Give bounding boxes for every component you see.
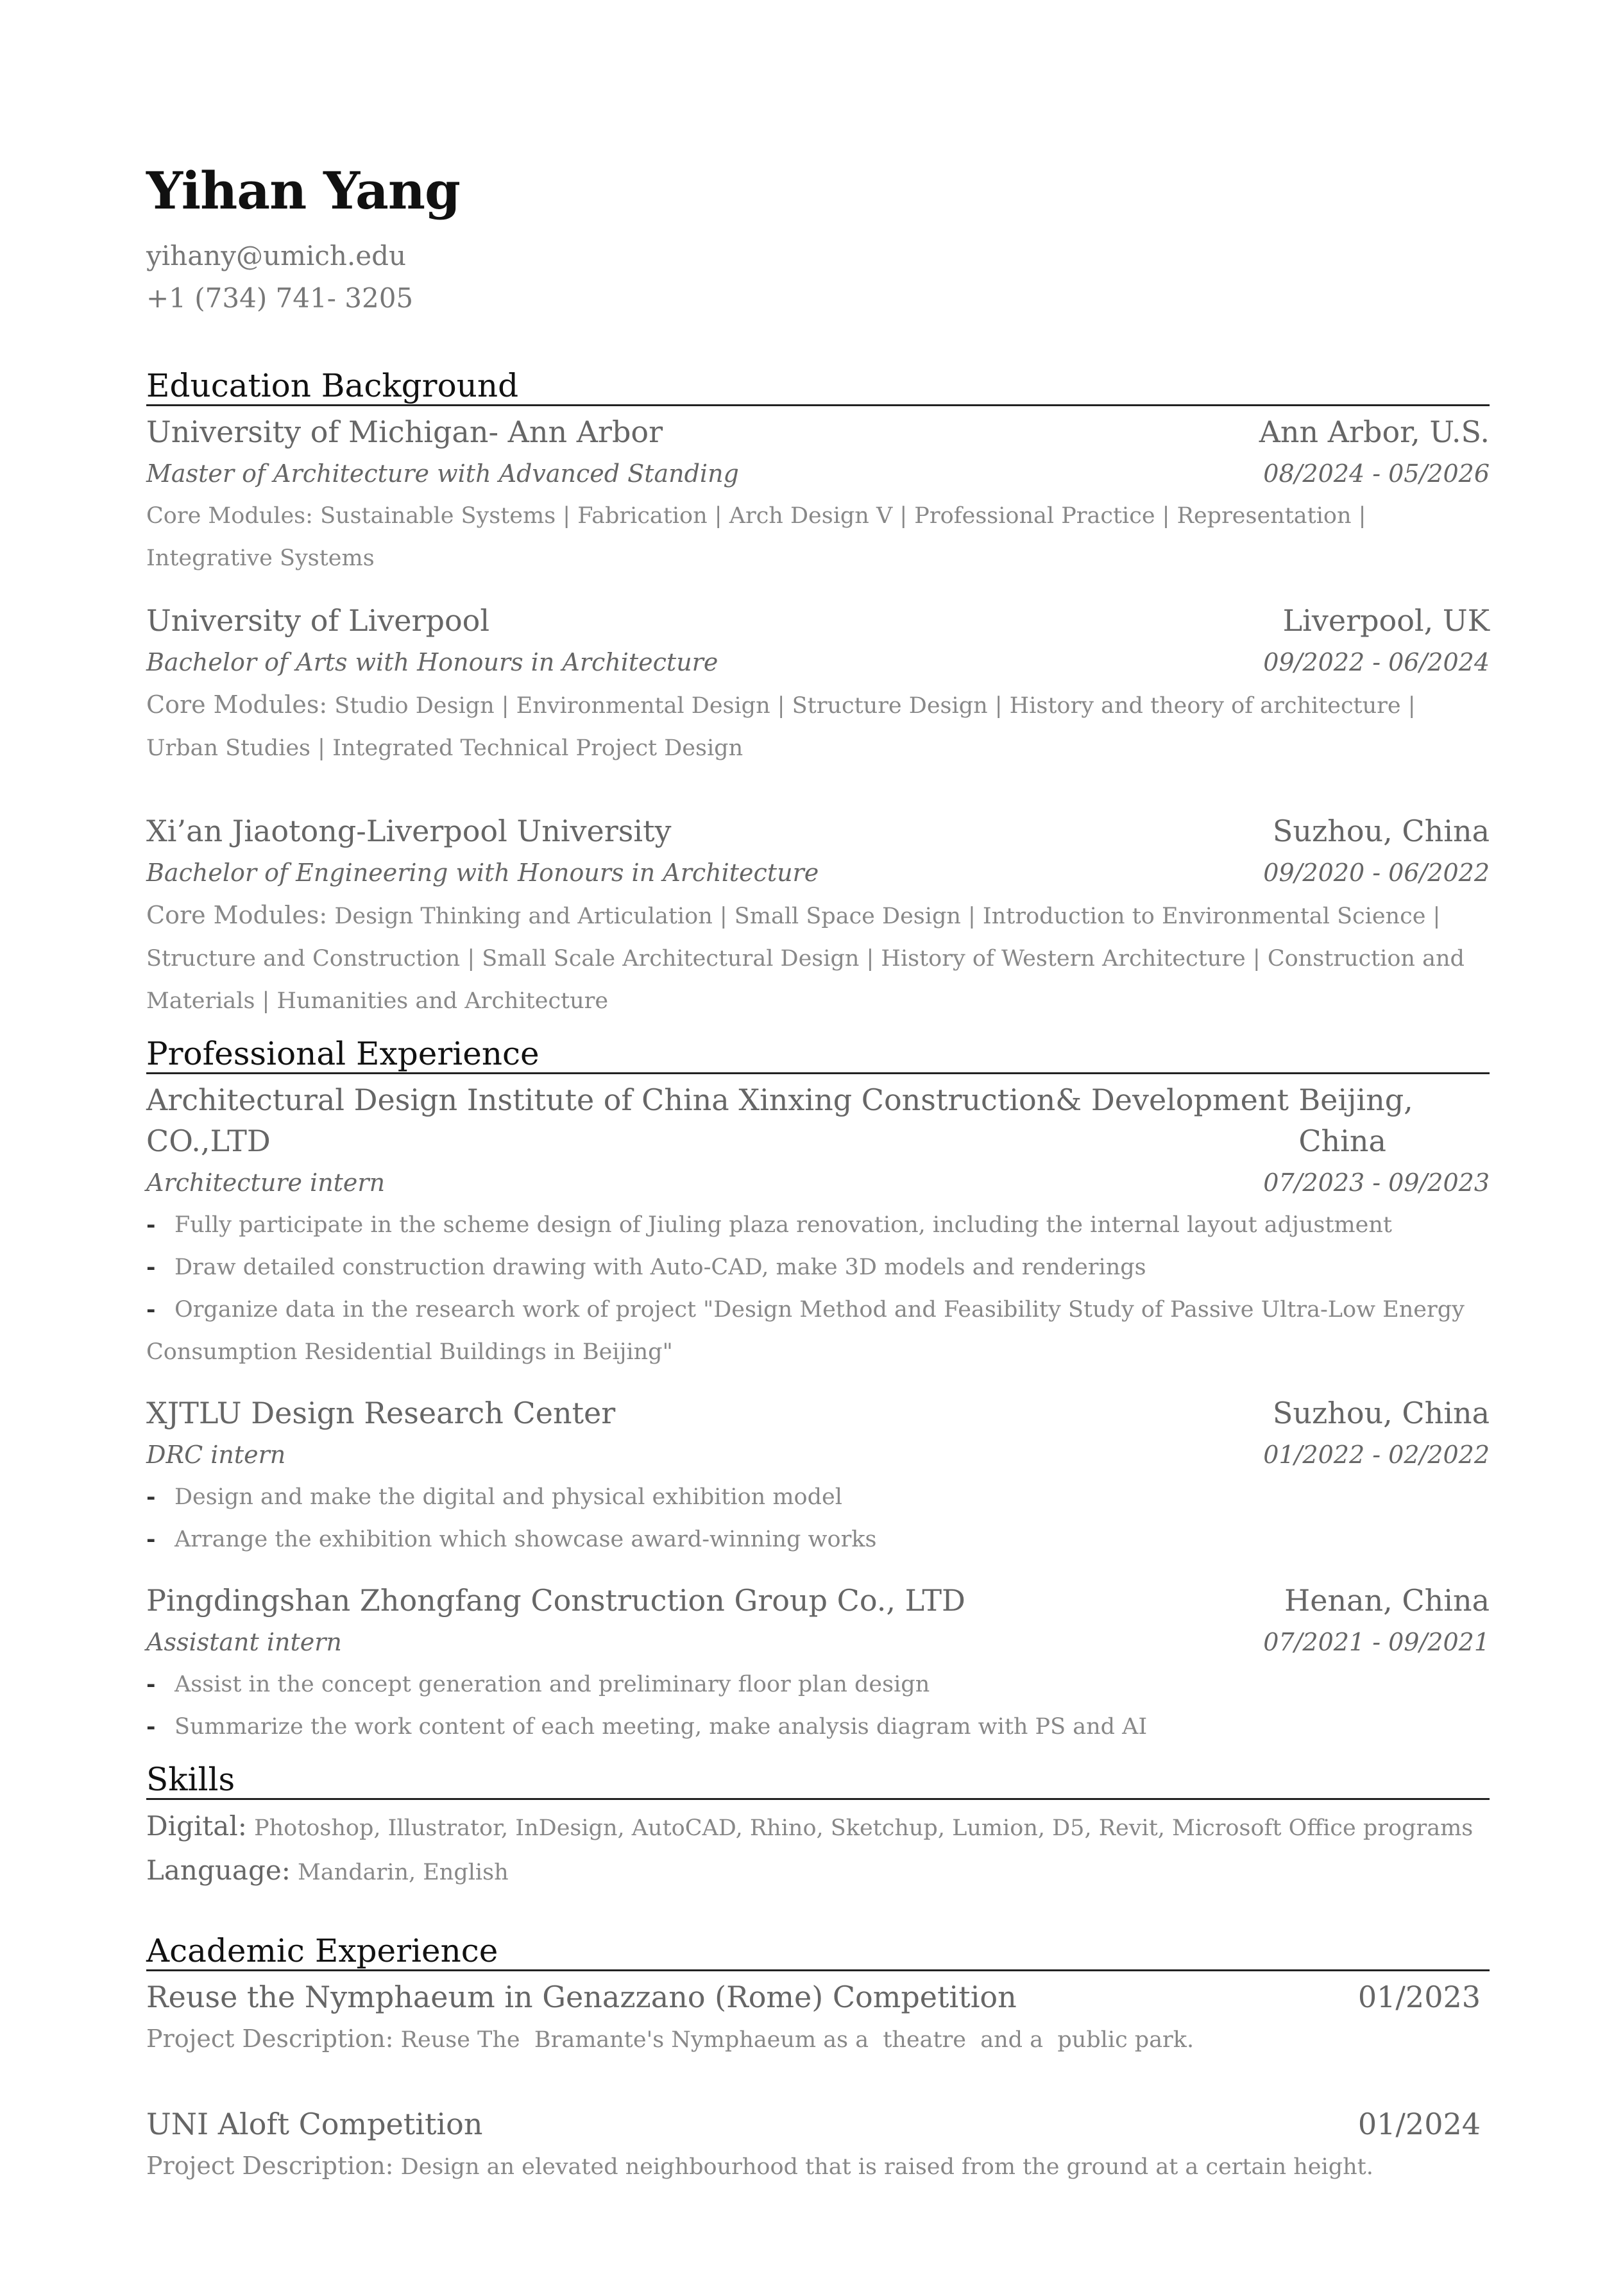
employer-location: Beijing, China [1298,1083,1413,1158]
academic-entry [146,2103,1490,2188]
skill-label: Language: [146,1855,291,1886]
bullet-item [146,1663,1490,1706]
experience-entry [146,1392,1490,1561]
school-location: Suzhou, China [1272,814,1490,848]
experience-entry [146,1580,1490,1748]
degree-title: Master of Architecture with Advanced Standing [146,459,739,488]
bullet-text: Arrange the exhibition which showcase award-winning works [174,1527,877,1552]
description-label: Project Description: [146,2152,394,2180]
bullet-text: Draw detailed construction drawing with Auto-CAD, make 3D models and renderings [174,1255,1146,1280]
employer-name: Pingdingshan Zhongfang Construction Group Co., LTD [146,1583,965,1618]
employer-name: XJTLU Design Research Center [146,1396,616,1430]
description-text: Reuse The Bramante's Nymphaeum as a theatre and a public park. [400,2027,1194,2053]
bullet-dash: - [146,1296,156,1323]
education-entry [146,600,1490,769]
modules-label: Core Modules: [146,901,328,929]
core-modules [146,683,1490,769]
project-description [146,2145,1490,2188]
degree-title: Bachelor of Engineering with Honours in Architecture [146,859,819,887]
job-role: Architecture intern [146,1169,386,1197]
date-range: 09/2022 - 06/2024 [1263,648,1490,676]
bullet-list [146,1476,1490,1561]
education-entry [146,411,1490,579]
project-name: Reuse the Nymphaeum in Genazzano (Rome) Competition [146,1980,1017,2014]
bullet-dash: - [146,1713,156,1740]
digital-skills [146,1805,1490,1849]
email-text: yihany@umich.edu [146,240,407,271]
resume-page [146,160,1490,2188]
bullet-dash: - [146,1671,156,1697]
degree-title: Bachelor of Arts with Honours in Architecture [146,648,718,676]
education-section [146,367,1490,1022]
section-title: Education Background [146,367,1490,406]
resume-header [146,160,1490,320]
bullet-text: Summarize the work content of each meeting, make analysis diagram with PS and AI [174,1714,1148,1740]
academic-section [146,1932,1490,2188]
modules-label: Core Modules: [146,503,313,529]
date-range: 07/2021 - 09/2021 [1263,1628,1490,1656]
bullet-item [146,1246,1490,1289]
employer-location: Henan, China [1284,1583,1490,1618]
bullet-dash: - [146,1484,156,1510]
project-date: 01/2024 [1357,2107,1481,2141]
core-modules [146,495,1490,579]
core-modules [146,894,1490,1022]
school-name: Xi’an Jiaotong-Liverpool University [146,814,672,848]
skill-label: Digital: [146,1810,247,1842]
project-description [146,2018,1490,2061]
section-title: Professional Experience [146,1035,1490,1074]
modules-list: Studio Design | Environmental Design | Structure Design | History and theory of architecture | Urban Studies | Integrated Technical Project Design [146,693,1416,761]
section-title: Skills [146,1761,1490,1800]
school-location: Ann Arbor, U.S. [1259,415,1490,449]
skill-values: Mandarin, English [298,1860,509,1885]
project-date: 01/2023 [1357,1980,1481,2014]
bullet-dash: - [146,1254,156,1280]
bullet-text: Organize data in the research work of project "Design Method and Feasibility Study of Passive Ultra-Low Energy Consumption Residential Buildings in Beijing" [146,1297,1465,1365]
bullet-dash: - [146,1212,156,1238]
skills-section [146,1761,1490,1894]
date-range: 08/2024 - 05/2026 [1263,459,1490,488]
school-location: Liverpool, UK [1282,603,1490,638]
education-entry [146,810,1490,1022]
modules-list: Design Thinking and Articulation | Small Space Design | Introduction to Environmental Science | Structure and Construction | Small Scale Architectural Design | History of Western Architecture | Construction and Materials | Humanities and Architecture [146,904,1465,1014]
section-title: Academic Experience [146,1932,1490,1971]
school-name: University of Liverpool [146,603,490,638]
bullet-item [146,1706,1490,1748]
modules-label: Core Modules: [146,690,328,719]
bullet-list [146,1204,1490,1373]
employer-location: Suzhou, China [1272,1396,1490,1430]
language-skills [146,1849,1490,1894]
bullet-item [146,1518,1490,1561]
school-name: University of Michigan- Ann Arbor [146,415,663,449]
bullet-list [146,1663,1490,1748]
date-range: 01/2022 - 02/2022 [1263,1441,1490,1469]
bullet-text: Fully participate in the scheme design of Jiuling plaza renovation, including the internal layout adjustment [174,1212,1392,1238]
candidate-name: Yihan Yang [146,160,460,221]
bullet-item [146,1289,1490,1373]
description-text: Design an elevated neighbourhood that is raised from the ground at a certain height. [400,2154,1373,2180]
bullet-text: Assist in the concept generation and preliminary floor plan design [174,1672,930,1697]
date-range: 07/2023 - 09/2023 [1263,1169,1490,1197]
experience-entry [146,1079,1490,1373]
skill-values: Photoshop, Illustrator, InDesign, AutoCAD, Rhino, Sketchup, Lumion, D5, Revit, Microsoft Office programs [254,1815,1474,1841]
bullet-dash: - [146,1526,156,1552]
job-role: Assistant intern [146,1628,342,1656]
description-label: Project Description: [146,2025,394,2053]
job-role: DRC intern [146,1441,286,1469]
bullet-item [146,1476,1490,1518]
bullet-item [146,1204,1490,1246]
academic-entry [146,1976,1490,2061]
date-range: 09/2020 - 06/2022 [1263,859,1490,887]
modules-list: Sustainable Systems | Fabrication | Arch Design V | Professional Practice | Representation | Integrative Systems [146,503,1366,571]
employer-name: Architectural Design Institute of China Xinxing Construction& Development CO.,LTD [146,1083,1289,1158]
project-name: UNI Aloft Competition [146,2107,483,2141]
phone-text: +1 (734) 741- 3205 [146,282,414,314]
experience-section [146,1035,1490,1748]
bullet-text: Design and make the digital and physical exhibition model [174,1484,842,1510]
